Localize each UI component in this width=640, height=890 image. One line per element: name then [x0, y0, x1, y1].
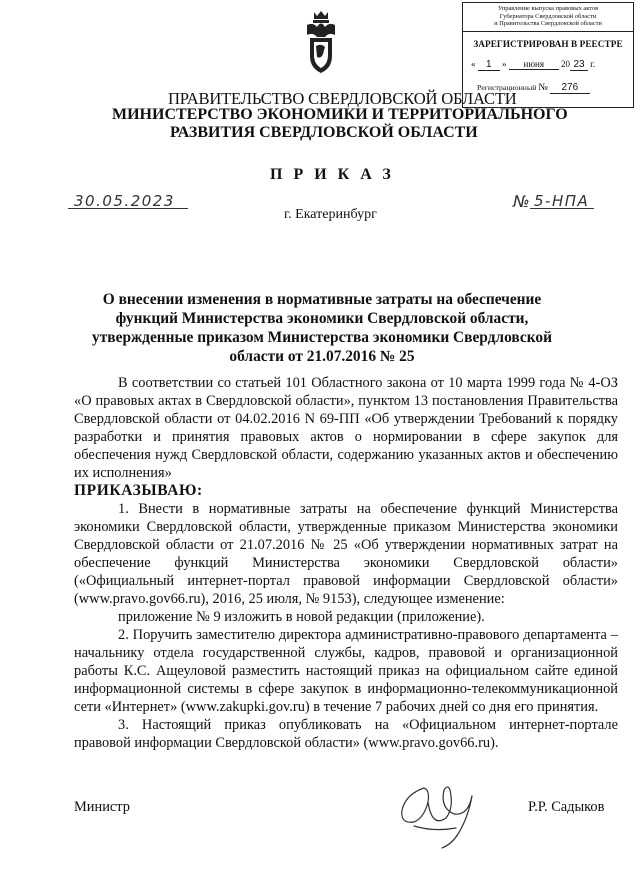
stamp-registered-label: ЗАРЕГИСТРИРОВАН В РЕЕСТРЕ — [473, 38, 623, 49]
document-body — [74, 374, 618, 752]
order-item-1-sub: приложение № 9 изложить в новой редакции (приложение). — [118, 609, 485, 625]
stamp-year: 23 — [570, 60, 588, 71]
order-date: 30.05.2023 — [74, 192, 175, 210]
order-number-sign: № — [513, 192, 532, 211]
city: г. Екатеринбург — [284, 207, 377, 222]
government-name: ПРАВИТЕЛЬСТВО СВЕРДЛОВСКОЙ ОБЛАСТИ — [168, 89, 517, 108]
order-word: ПРИКАЗЫВАЮ: — [74, 482, 203, 499]
document-subject: О внесении изменения в нормативные затраты на обеспечение функций Министерства экономики Свердловской области, утвержденные приказом Министерства экономики Свердловской области от 21.07.2016 № 25 — [92, 291, 552, 365]
stamp-organization: Управление выпуска правовых актов Губернатора Свердловской области и Правительства Свердловской области — [463, 3, 633, 32]
signer-title: Министр — [74, 799, 130, 815]
date-underline — [68, 208, 188, 209]
order-item-3: 3. Настоящий приказ опубликовать на «Официальном интернет-портале правовой информации Свердловской области» (www.pravo.gov66.ru). — [74, 717, 618, 751]
signer-name: Р.Р. Садыков — [528, 799, 605, 815]
order-number: 5-НПА — [534, 192, 590, 210]
ministry-name-line2: РАЗВИТИЯ СВЕРДЛОВСКОЙ ОБЛАСТИ — [170, 124, 478, 141]
document-title: ПРИКАЗ — [270, 166, 402, 183]
order-item-2: 2. Поручить заместителю директора административно-правового департамента – начальнику отдела государственной службы, кадров, правовой и организационной работы К.С. Ащеуловой разместить настоящий приказ на официальном сайте единой информационной системы в сфере закупок в информационно-телекоммуникационной сети «Интернет» (www.zakupki.gov.ru) в течение 7 рабочих дней со дня его принятия. — [74, 627, 618, 715]
coat-of-arms-icon — [304, 10, 338, 76]
stamp-day: 1 — [478, 60, 500, 71]
stamp-registration-number: Регистрационный № 276 — [463, 82, 633, 94]
preamble-paragraph: В соответствии со статьей 101 Областного закона от 10 марта 1999 года № 4-ОЗ «О правовых актах в Свердловской области», пунктом 13 постановления Правительства Свердловской области от 04.02.2016 N 69-ПП «Об утверждении Требований к порядку разработки и принятия правовых актов о нормировании в сфере закупок для обеспечения нужд Свердловской области, содержанию указанных актов и обеспечению их исполнения» — [74, 375, 618, 481]
order-item-1: 1. Внести в нормативные затраты на обеспечение функций Министерства экономики Свердловской области, утвержденные приказом Министерства экономики Свердловской области от 21.07.2016 № 25 «Об утверждении нормативных затрат на обеспечение функций Министерства экономики Свердловской области» («Официальный интернет-портал правовой информации Свердловской области» (www.pravo.gov66.ru), 2016, 25 июля, № 9153), следующее изменение: — [74, 501, 618, 607]
handwritten-signature — [384, 768, 504, 852]
stamp-reg-number: 276 — [550, 83, 590, 94]
stamp-month: июня — [509, 59, 559, 70]
ministry-name-line1: МИНИСТЕРСТВО ЭКОНОМИКИ И ТЕРРИТОРИАЛЬНОГО — [112, 106, 568, 123]
number-underline — [530, 208, 594, 209]
stamp-date: « 1 » июня 20 23 г. — [471, 58, 596, 70]
